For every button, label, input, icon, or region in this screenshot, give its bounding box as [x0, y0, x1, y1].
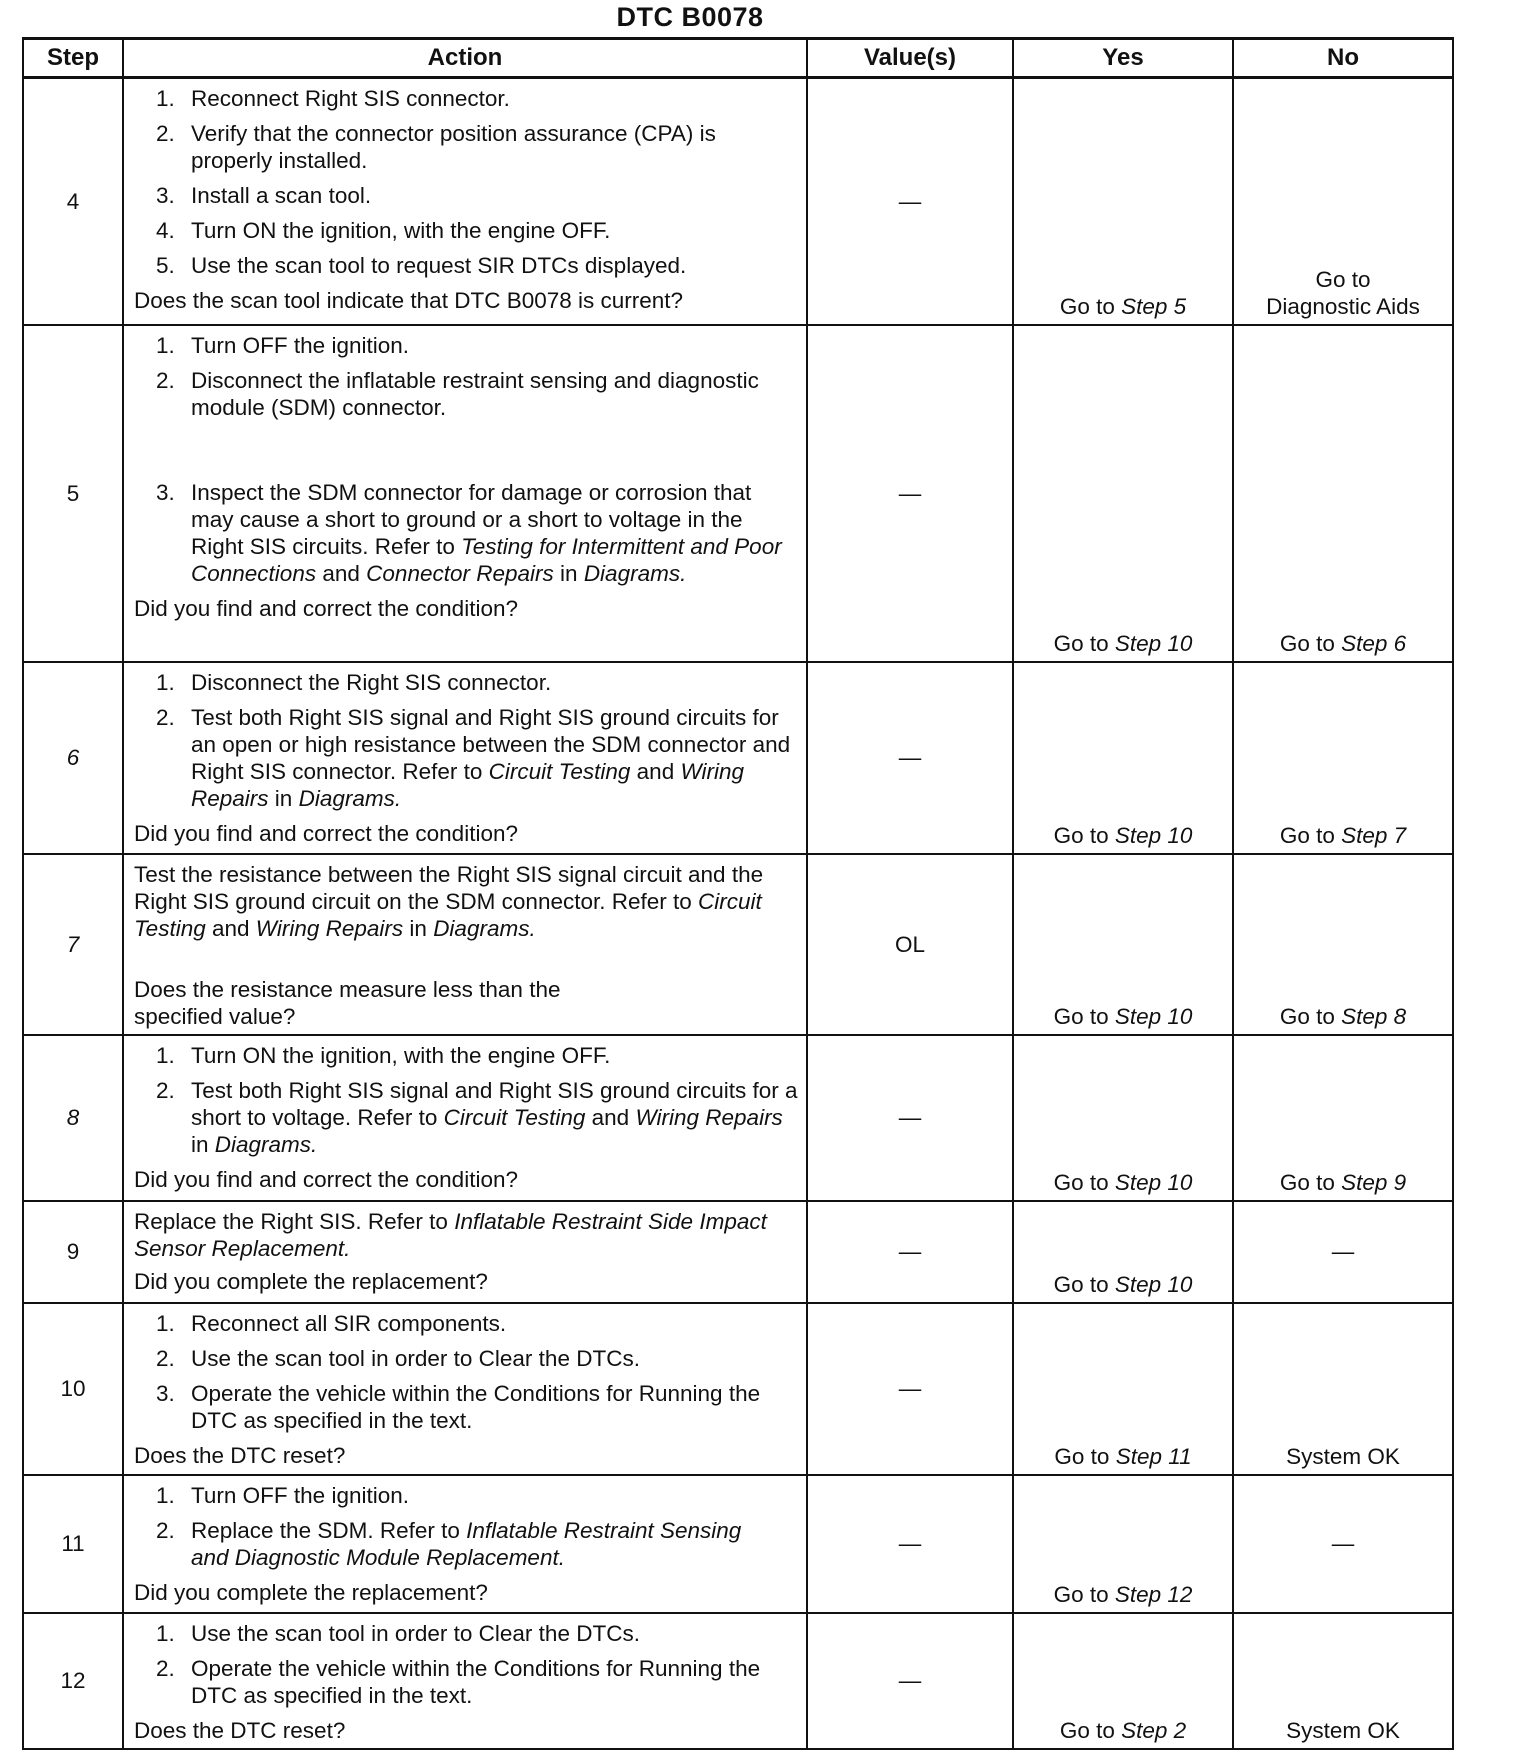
yes-step-ref: Step 10: [1114, 1271, 1193, 1297]
yes-cell: Go to Step 11: [1013, 1303, 1233, 1475]
action-question: Did you find and correct the condition?: [134, 820, 518, 846]
no-cell: Go to Step 9: [1233, 1035, 1453, 1201]
list-item-number: 3.: [156, 183, 175, 208]
list-item: 1. Turn OFF the ignition.: [156, 1482, 410, 1508]
yes-step-ref: Step 10: [1114, 822, 1193, 848]
action-cell: [123, 1475, 807, 1613]
list-item-text: Operate the vehicle within the Conditions for Running the DTC as specified in the text.: [191, 1380, 761, 1433]
value-cell: —: [807, 325, 1013, 662]
yes-step-ref: Step 10: [1114, 1169, 1193, 1195]
no-cell: System OK: [1233, 1303, 1453, 1475]
list-item-text: Use the scan tool in order to Clear the DTCs.: [191, 1345, 640, 1371]
action-cell: [123, 662, 807, 854]
dtc-table: [22, 37, 1454, 1750]
no-cell: Go to Step 8: [1233, 854, 1453, 1035]
yes-step-ref: Step 10: [1114, 630, 1193, 656]
action-list: [134, 1042, 798, 1158]
action-list: [134, 1482, 798, 1571]
value-cell: OL: [807, 854, 1013, 1035]
yes-step-ref: Step 12: [1114, 1581, 1193, 1607]
action-cell: [123, 1303, 807, 1475]
no-cell: —: [1233, 1201, 1453, 1303]
list-item-number: 3.: [156, 1380, 175, 1406]
list-item: [134, 182, 798, 209]
table-row: [23, 1201, 1453, 1303]
action-list: [134, 1620, 798, 1709]
step-number: 5: [23, 325, 123, 662]
no-step-ref: Step 7: [1341, 822, 1407, 848]
list-item: [134, 252, 798, 279]
action-question: Did you complete the replacement?: [134, 1268, 488, 1294]
list-item-text: Install a scan tool.: [191, 183, 372, 208]
value-cell: —: [807, 78, 1013, 325]
no-cell: Go to Step 6: [1233, 325, 1453, 662]
list-item-number: 1.: [156, 86, 175, 111]
step-number: 9: [23, 1201, 123, 1303]
list-item: 2. Test both Right SIS signal and Right SIS ground circuits for a short to voltage. Refer to Circuit Testing and Wiring Repairs in Diagrams.: [156, 1077, 798, 1157]
spacer: [134, 429, 798, 479]
table-row: [23, 1303, 1453, 1475]
list-item: [134, 85, 798, 112]
action-cell: [123, 1613, 807, 1749]
list-item: [134, 1380, 798, 1434]
list-item: 1. Turn ON the ignition, with the engine OFF.: [156, 1042, 611, 1068]
list-item: [134, 1620, 798, 1647]
action-cell: [123, 1201, 807, 1303]
list-item: [134, 120, 798, 174]
no-cell: [1233, 78, 1453, 325]
no-step-ref: Step 9: [1341, 1169, 1407, 1195]
value-cell: —: [807, 662, 1013, 854]
header-row: [23, 39, 1453, 78]
page-title: DTC B0078: [616, 2, 764, 32]
list-item-text: Verify that the connector position assurance (CPA) is properly installed.: [191, 121, 716, 173]
action-text: Test the resistance between the Right SIS signal circuit and the Right SIS ground circuit on the SDM connector. Refer to Circuit Testing and Wiring Repairs in Diagrams.: [134, 861, 764, 941]
action-question: Does the resistance measure less than the specified value?: [134, 976, 561, 1029]
step-number: 8: [23, 1035, 123, 1201]
value-cell: —: [807, 1035, 1013, 1201]
action-question: Does the DTC reset?: [134, 1442, 346, 1468]
list-item-text: Reconnect Right SIS connector.: [191, 86, 510, 111]
spacer: [134, 942, 798, 974]
list-item-text: Use the scan tool to request SIR DTCs displayed.: [191, 253, 687, 278]
list-item: [134, 1655, 798, 1709]
no-step-ref: Step 8: [1341, 1003, 1407, 1029]
yes-cell: Go to Step 10: [1013, 325, 1233, 662]
list-item-text: Reconnect all SIR components.: [191, 1310, 507, 1336]
value-cell: —: [807, 1201, 1013, 1303]
header-values: Value(s): [807, 39, 1013, 78]
list-item-number: 1.: [156, 1620, 175, 1646]
yes-step-ref: Step 11: [1115, 1443, 1192, 1469]
list-item: [134, 217, 798, 244]
list-item-text: Turn ON the ignition, with the engine OFF.: [191, 218, 611, 243]
list-item: 2. Replace the SDM. Refer to Inflatable Restraint Sensing and Diagnostic Module Replacement.: [156, 1517, 742, 1570]
list-item-number: 5.: [156, 253, 175, 278]
table-row: [23, 854, 1453, 1035]
list-item-number: 2.: [156, 1655, 175, 1681]
action-cell: [123, 1035, 807, 1201]
no-line-2: Diagnostic Aids: [1266, 293, 1420, 319]
yes-cell: Go to Step 12: [1013, 1475, 1233, 1613]
list-item-number: 2.: [156, 121, 175, 146]
no-cell: —: [1233, 1475, 1453, 1613]
table-row: [23, 1613, 1453, 1749]
yes-step-ref: Step 2: [1121, 1717, 1187, 1743]
step-number: 11: [23, 1475, 123, 1613]
table-row: [23, 325, 1453, 662]
value-cell: —: [807, 1613, 1013, 1749]
list-item: [134, 1345, 798, 1372]
list-item: 3. Inspect the SDM connector for damage or corrosion that may cause a short to ground or a short to voltage in the Right SIS circuits. Refer to Testing for Intermittent and Poor Connections and Connector Repairs in Diagrams.: [156, 479, 782, 586]
yes-cell: Go to Step 10: [1013, 1201, 1233, 1303]
step-number: 12: [23, 1613, 123, 1749]
action-text: Replace the Right SIS. Refer to Inflatable Restraint Side Impact Sensor Replacement.: [134, 1208, 767, 1261]
list-item-number: 1.: [156, 1310, 175, 1336]
list-item: 2. Test both Right SIS signal and Right SIS ground circuits for an open or high resistance between the SDM connector and Right SIS connector. Refer to Circuit Testing and Wiring Repairs in Diagrams.: [156, 704, 791, 811]
list-item: 1. Turn OFF the ignition.: [156, 332, 410, 358]
list-item: [134, 1310, 798, 1337]
action-question: Does the scan tool indicate that DTC B0078 is current?: [134, 288, 684, 313]
table-row: [23, 1035, 1453, 1201]
header-yes: Yes: [1013, 39, 1233, 78]
action-cell: [123, 78, 807, 325]
header-step: Step: [23, 39, 123, 78]
header-no: No: [1233, 39, 1453, 78]
yes-cell: [1013, 78, 1233, 325]
yes-step-ref: Step 10: [1114, 1003, 1193, 1029]
action-cell: [123, 854, 807, 1035]
action-question: Does the DTC reset?: [134, 1717, 346, 1743]
action-list: [134, 1310, 798, 1434]
step-number: 10: [23, 1303, 123, 1475]
action-list: [134, 332, 798, 587]
action-list: [134, 85, 798, 279]
yes-cell: Go to Step 10: [1013, 1035, 1233, 1201]
list-item: 2. Disconnect the inflatable restraint sensing and diagnostic module (SDM) connector.: [156, 367, 759, 420]
yes-cell: Go to Step 10: [1013, 662, 1233, 854]
action-question: Did you complete the replacement?: [134, 1579, 488, 1605]
yes-cell: Go to Step 2: [1013, 1613, 1233, 1749]
list-item-number: 4.: [156, 218, 175, 243]
action-cell: [123, 325, 807, 662]
step-number: 4: [23, 78, 123, 325]
value-cell: —: [807, 1475, 1013, 1613]
table-row: [23, 662, 1453, 854]
yes-step-ref: Step 5: [1121, 293, 1187, 319]
yes-prefix: Go to: [1059, 293, 1115, 319]
no-cell: System OK: [1233, 1613, 1453, 1749]
list-item: 1. Disconnect the Right SIS connector.: [156, 669, 552, 695]
no-step-ref: Step 6: [1341, 630, 1407, 656]
step-number: 6: [23, 662, 123, 854]
action-question: Did you find and correct the condition?: [134, 595, 518, 621]
header-action: Action: [123, 39, 807, 78]
no-line-1: Go to: [1315, 266, 1371, 292]
table-row: [23, 1475, 1453, 1613]
list-item-text: Operate the vehicle within the Conditions for Running the DTC as specified in the text.: [191, 1655, 761, 1708]
step-number: 7: [23, 854, 123, 1035]
value-cell: —: [807, 1303, 1013, 1475]
list-item-text: Use the scan tool in order to Clear the DTCs.: [191, 1620, 640, 1646]
list-item-number: 2.: [156, 1345, 175, 1371]
table-row: [23, 78, 1453, 325]
no-cell: Go to Step 7: [1233, 662, 1453, 854]
yes-cell: Go to Step 10: [1013, 854, 1233, 1035]
action-question: Did you find and correct the condition?: [134, 1166, 518, 1192]
action-list: [134, 669, 798, 812]
